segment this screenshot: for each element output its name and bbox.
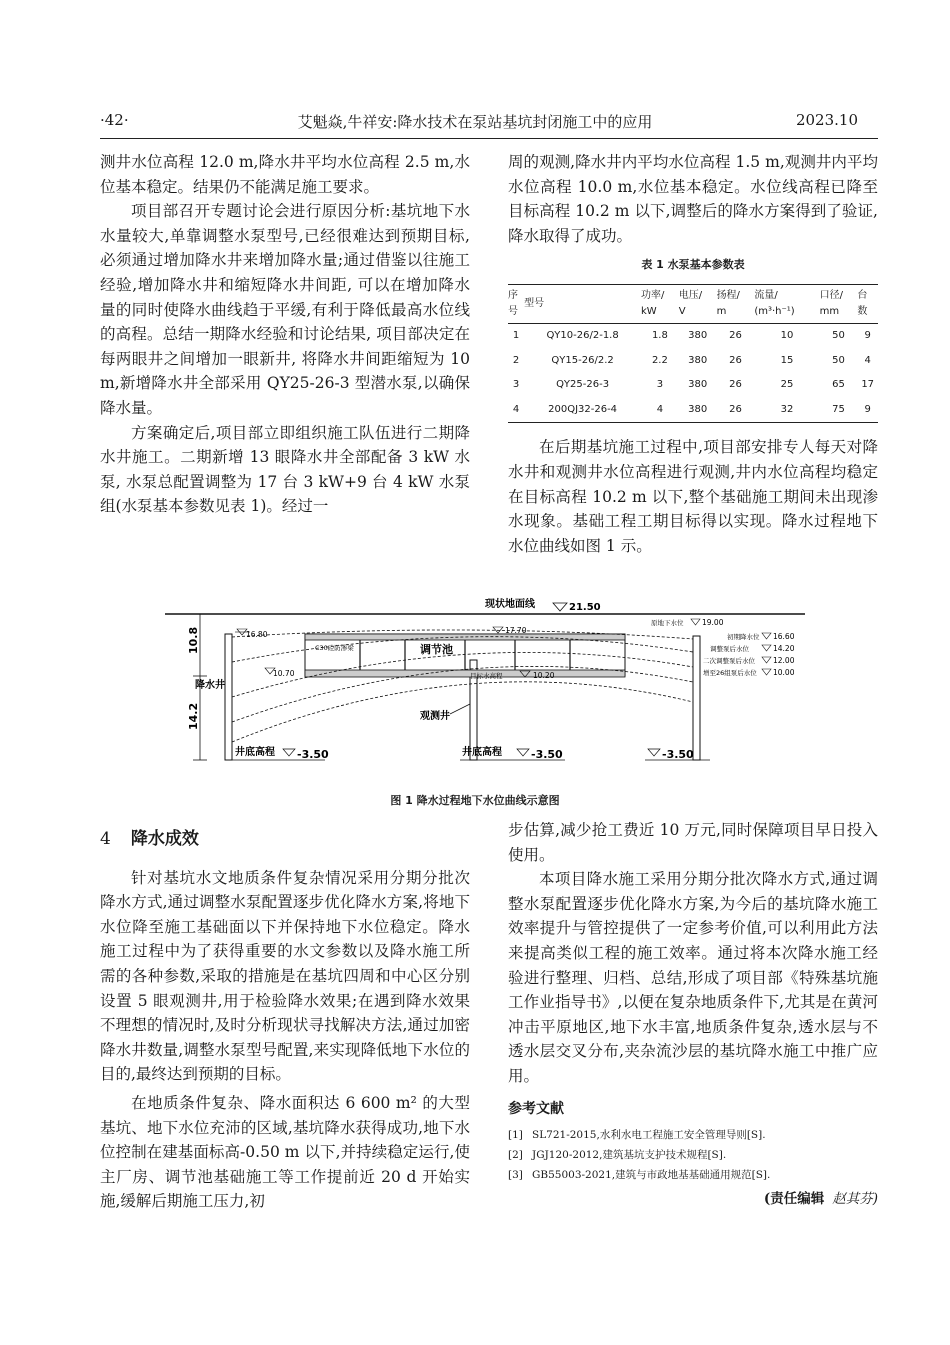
elevation-1070: 10.70 (273, 669, 295, 678)
paragraph: 在后期基坑施工过程中,项目部安排专人每天对降水井和观测井水位高程进行观测,井内水位高程均稳定在目标高程 10.2 m 以下,整个基础施工期间未出现渗水现象。基础工程工期目标得以实现。降水过程地下水位曲线如图 1 示。 (508, 438, 878, 555)
well-bottom-label-middle: 井底高程 (462, 747, 502, 758)
ground-elevation: 21.50 (569, 602, 601, 613)
dimension-bottom: 14.2 (187, 702, 200, 730)
section-heading: 4 降水成效 (100, 829, 199, 849)
figure-legend (651, 618, 795, 677)
table-caption: 表 1 水泵基本参数表 (641, 258, 745, 272)
well-bottom-label-left: 井底高程 (235, 747, 275, 758)
paragraph: 测井水位高程 12.0 m,降水井平均水位高程 2.5 m,水位基本稳定。结果仍不能满足施工要求。 (100, 153, 470, 196)
legend-label: 增至26组泵后水位 (703, 669, 757, 677)
table-cell: 3 (512, 379, 520, 391)
legend-label: 二次调整泵后水位 (703, 657, 755, 665)
paragraph: 方案确定后,项目部立即组织施工队伍进行二期降水井施工。二期新增 13 眼降水井全部配备 3 kW 水泵, 水泵总配置调整为 17 台 3 kW+9 台 4 kW 水泵组(水泵基本参数见表 1)。经过一 (100, 423, 470, 516)
table-cell: 9 (864, 329, 871, 341)
table-cell: 26 (717, 398, 755, 423)
table-cell: QY25-26-3 (556, 379, 610, 391)
target-label: 目标水高程 (470, 672, 503, 680)
table-cell: 4 (864, 354, 871, 366)
table-cell: 380 (688, 379, 708, 391)
table-cell: QY10-26/2-1.8 (546, 329, 619, 341)
table-cell: 200QJ32-26-4 (524, 398, 641, 423)
table-cell: 26 (729, 329, 742, 341)
elevation-1770: 17.70 (505, 626, 527, 635)
responsible-editor: (责任编辑 赵其芬) (763, 1191, 878, 1208)
references-heading: 参考文献 (508, 1100, 564, 1117)
table-cell: 1.8 (651, 329, 668, 341)
elevation-1680: 16.80 (246, 630, 268, 639)
elevation-marker-icon (553, 603, 567, 611)
table-header: 口径/ mm (820, 284, 858, 323)
table-row (508, 373, 878, 398)
curve-adjusted (232, 637, 693, 662)
table-cell: 9 (857, 398, 878, 423)
dewater-well-label: 降水井 (195, 680, 225, 691)
legend-value: 10.00 (773, 668, 795, 677)
bottom-elevation-middle: -3.50 (531, 748, 563, 761)
table-cell: 26 (729, 379, 742, 391)
left-column-bottom (100, 827, 470, 1214)
right-column-top (508, 150, 878, 558)
issue-date: 2023.10 (795, 111, 858, 129)
figure-groundwater-curve (165, 592, 805, 782)
legend-label: 调整泵后水位 (710, 645, 749, 653)
reference-item: [2] JGJ120-2012,建筑基坑支护技术规程[S]. (508, 1149, 727, 1162)
table-cell: 75 (820, 398, 858, 423)
table-cell: 26 (729, 354, 742, 366)
page-number: ·42· (100, 111, 129, 129)
pool-label: 调节池 (420, 643, 453, 656)
beam-label: C30砼防渗梁 (315, 644, 354, 652)
right-dewater-well (693, 636, 700, 760)
table-row (508, 398, 878, 423)
table-row (508, 323, 878, 348)
bottom-elevation-left: -3.50 (297, 748, 329, 761)
table-cell: 10 (780, 329, 794, 341)
left-dewater-well (225, 634, 232, 760)
table-cell: 25 (780, 379, 794, 391)
table-cell: 380 (688, 354, 708, 366)
paragraph: 步估算,减少抢工费近 10 万元,同时保障项目早日投入使用。 (508, 821, 878, 864)
table-cell: 15 (780, 354, 794, 366)
elevation-1020: 10.20 (533, 671, 555, 680)
table-header: 型号 (524, 284, 641, 323)
header-rule (100, 138, 878, 139)
table-header: 功率/ kW (641, 284, 679, 323)
paragraph: 在地质条件复杂、降水面积达 6 600 m² 的大型基坑、地下水位充沛的区域,基坑降水获得成功,地下水位控制在建基面标高-0.50 m 以下,并持续稳定运行,使主厂房、调节池基础施工等工作提前近 20 d 开始实施,缓解后期施工压力,初 (100, 1093, 470, 1211)
table-row (508, 349, 878, 374)
table-cell: 2.2 (651, 354, 668, 366)
table-cell: 65 (832, 379, 845, 391)
table-cell: 3 (656, 379, 664, 391)
paragraph: 项目部召开专题讨论会进行原因分析:基坑地下水水量较大,单靠调整水泵型号,已经很难达到预期目标,必须通过增加降水井来增加降水量;通过借鉴以往施工经验,增加降水井和缩短降水井间距, 可以在增加降水量的同时使降水曲线趋于平缓,有利于降低最高水位线的高程。总结一期降水经验和讨论结果, 项目部决定在每两眼井之间增加一眼新井, 将降水井间距缩短为 10 m,新增降水井全部采用 QY25-26-3 型潜水泵,以确保降水量。 (100, 202, 470, 417)
paragraph: 本项目降水施工采用分期分批次降水方式,通过调整水泵配置逐步优化降水方案,为今后的基坑降水施工效率提升与管控提供了一定参考价值,可以利用此方法来提高类似工程的施工效率。通过将本次降水施工经验进行整理、归档、总结,形成了项目部《特殊基坑施工作业指导书》,以便在复杂地质条件下,尤其是在黄河冲击平原地区,地下水丰富,地质条件复杂,透水层与不透水层交叉分布,夹杂流沙层的基坑降水施工中推广应用。 (508, 870, 878, 1085)
right-column-bottom (508, 818, 878, 1212)
table-cell: 1 (512, 329, 520, 341)
reference-item: [1] SL721-2015,水利水电工程施工安全管理导则[S]. (508, 1129, 766, 1142)
table-header: 电压/ V (679, 284, 717, 323)
paragraph: 周的观测,降水井内平均水位高程 1.5 m,观测井内平均水位高程 10.0 m,水位基本稳定。水位线高程已降至目标高程 10.2 m 以下,调整后的降水方案得到了验证,降水取得了成功。 (508, 153, 878, 245)
table-cell: 380 (688, 329, 708, 341)
legend-value: 19.00 (702, 618, 724, 627)
ground-label: 现状地面线 (485, 599, 535, 610)
legend-label: 原地下水位 (651, 619, 684, 627)
table-header: 流量/ (m³·h⁻¹) (754, 284, 819, 323)
figure-caption: 图 1 降水过程地下水位曲线示意图 (390, 794, 560, 807)
table-cell: 17 (861, 379, 875, 391)
table-cell: 50 (832, 354, 845, 366)
table-cell: 32 (754, 398, 819, 423)
table-header: 扬程/ m (717, 284, 755, 323)
table-cell: 380 (679, 398, 717, 423)
table-cell: 2 (512, 354, 520, 366)
table-header: 序 号 (508, 284, 524, 323)
running-title: 艾魁焱,牛祥安:降水技术在泵站基坑封闭施工中的应用 (297, 113, 653, 131)
legend-value: 14.20 (773, 644, 795, 653)
dimension-top: 10.8 (187, 626, 200, 654)
curve-bottom (232, 682, 693, 742)
legend-value: 12.00 (773, 656, 795, 665)
table-cell: 4 (641, 398, 679, 423)
paragraph: 针对基坑水文地质条件复杂情况采用分期分批次降水方式,通过调整水泵配置逐步优化降水方案,将地下水位降至施工基础面以下并保持地下水位稳定。降水施工过程中为了获得重要的水文参数以及降水施工所需的各种参数,采取的措施是在基坑四周和中心区分别设置 5 眼观测井,用于检验降水效果;在遇到降水效果不理想的情况时,及时分析现状寻找解决方法,通过加密降水井数量,调整水泵型号配置,来实现降低地下水位的目的,最终达到预期的目标。 (100, 868, 470, 1084)
legend-label: 初期降水位 (727, 633, 760, 641)
left-column-top (100, 150, 470, 519)
table-cell: 4 (508, 398, 524, 423)
observation-well-label: 观测井 (420, 711, 450, 722)
table-cell: 50 (832, 329, 845, 341)
table-header: 台 数 (857, 284, 878, 323)
pump-parameter-table (508, 284, 878, 423)
reference-item: [3] GB55003-2021,建筑与市政地基基础通用规范[S]. (508, 1169, 771, 1182)
bottom-elevation-right: -3.50 (662, 748, 694, 761)
table-cell: QY15-26/2.2 (551, 354, 614, 366)
legend-value: 16.60 (773, 632, 795, 641)
